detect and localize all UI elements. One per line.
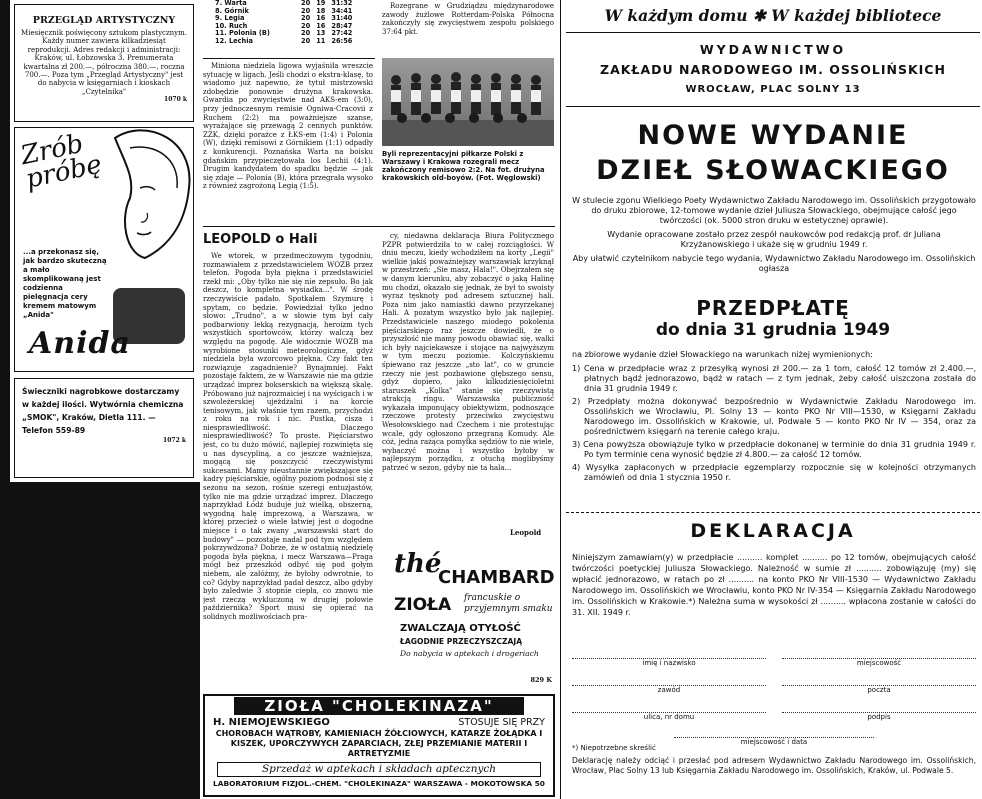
form-field-place[interactable] <box>782 646 976 667</box>
league-cell: 11. Polonia (B) <box>215 29 270 38</box>
ad-przeglad-text: Miesięcznik poświęcony sztukom plastycznym. Każdy numer zawiera kilkadziesiąt reprodukcji. Adres redakcji i administracji: Kraków, ul. Łobzowska 3. Prenumerata kwartalna zł 200.—, półroczna 380.—, roczna 700.—. Poza tym „Przegląd Artystyczny" jest do nabycia w księgarniach i kioskach „Czytelnika" <box>21 29 187 96</box>
league-cell: 31:32 <box>331 0 353 7</box>
form-label-post: poczta <box>867 686 891 694</box>
league-cell: 20 <box>301 36 311 45</box>
leopold-col1-text: We wtorek, w przedmeczowym tygodniu, rozmawiałem z przedstawicielem WOZB przez telefon. Pogoda była piękna i przedstawiciel rzekł mi: „Oby tylko nie się nie zepsuło. Bo jak deszcz, to kompletna wysiadka...". W środę rzeczywiście padało. Spotkałem Szymurę i spytam, co będzie. Powiedział tylko jedno słowo: „Trudno", a w słowie tym był cały podbarwiony lekką rezygnacją, heroizm tych wszystkich sportowców, którzy walczą bez względu na pogodę. Ale widocznie WOZB ma wyrobione stosunki meteorologiczne, gdyż niedziela była wzorcowo piękna. Czy fakt ten rozwiązuje zagadnienie? Bynajmniej. Fakt pozostaje faktem, że w Warszawie nie ma gdzie urządzać imprez bokserskich na większą skalę. Próbowano już najrozmaiciej i na wyścigach i w szwoleżerskiej ujeżdżalni i na korcie tenisowym, jak właśnie tym razem, przychodzi z roku na rok i nic. Pustka, cisza i niesprawiedliwość. Dlaczego niesprawiedliwość? To proste. Pięściarstwo jest, co tu dużo mówić, najlepiej rozwinięta się u nas dyscypliną, a co jeszcze ważniejsza, mogącą się poszczycić rzeczywistymi sukcesami. Mamy nieustannie zwiększające się kadry pięściarskie, ogólny poziom podnosi się z sezonu na sezon, rośnie szeregi entuzjastów, tylko nie ma gdzie urządzać imprez. Dlaczego naprzykład Łódź buduje już wielką, obszerną, wygodną halę imprezową, a Warszawa, w której przecież o wiele łatwiej jest o dogodne miejsce i o tak zwany „warszawski start do budowy" — pozostaje nadal pod tym względem pokrzywdzona? Dobrze, że w ostatnią niedzielę pogoda była piękna, i mecz Warszawa—Praga mógł bez przeszkód odbyć się pod gołym niebem, ale załóżmy, że byłoby odwrotnie, to co? Gdyby naprzykład padał deszcz, albo gdyby było zaledwie 3 stopnie ciepła, co znowu nie jest rzeczą wykluczoną w drugiej połowie października? Sport musi się opierać na solidnych możliwościach pra- <box>203 252 373 621</box>
league-cell: 10. Ruch <box>215 21 248 30</box>
oss-decl-text: Niniejszym zamawiam(y) w przedpłacie .......... komplet .......... po 12 tomów, obejmujących całość twórczości poetyckiej Juliusza Słowackiego. Należność w sumie zł .......... zobowiązuję (my) się wpłacić jednorazowo, w ratach po zł .......... na konto PKO Nr VIII-1530 — Wydawnictwo Zakładu Narodowego im. Ossolińskich we Wrocławiu, konto PKO Nr IV-354 — Księgarnia Zakładu Narodowego im. Ossolińskich w Krakowie.*) Należna suma w wysokości zł .......... wpłacona zostanie w całości do 31. XII. 1949 r. <box>572 553 976 617</box>
oss-point: 1) Cena w przedpłacie wraz z przesyłką wynosi zł 200.— za 1 tom, całość 12 tomów zł 2.400.—, płatnych bądź jednorazowo, bądź w ratach — z tym jednak, żeby całość uiszczona została do dnia 31 grudnia 1949 r. <box>572 364 976 393</box>
ad-cholekinaza <box>203 694 555 797</box>
oss-point: 3) Cena powyższa obowiązuje tylko w przedpłacie dokonanej w terminie do dnia 31 grudnia 1949 r. Po tym terminie cena wynosić będzie zł 4.800.— za całość 12 tomów. <box>572 440 976 459</box>
ad-przeglad-artystyczny <box>14 4 194 122</box>
ad-smok <box>14 378 194 478</box>
team-photo-figures <box>382 58 554 146</box>
oss-point: 4) Wysyłka zapłaconych w przedpłacie egzemplarzy rozpocznie się w kolejności otrzymanych zamówień od dnia 1 stycznia 1950 r. <box>572 463 976 482</box>
leopold-col2-text: cy, niedawna deklaracja Biura Politycznego PZPR potwierdziła to w całej rozciągłości. W dniu meczu, kiedy wchodziłem na korty „Legii" wielkie jakiś powaźniejszy warszawiak krzyknął w przestrzeń: „Sie masz, Hala!". Obejrzałem się w danym kierunku, aby zobaczyć o jaką Halinę mu chodzi, okazało się jednak, że był to swoisty wyraz tęsknoty pod adresem sztucznej hali. Poza nim jako namiastki dawno przyrzekanej Hali. A pozatym wszystko było jak najlepiej. Przedstawiciele naszego miodego pokolenia pięściarskiego raz jeszcze dowiedli, że o przyszłość nie mamy powodu obawiać się, walki ich były najciekawsze i stojące na najwyższym w tym meczu poziomie. Kolczyńskiemu śpiewano raz jeszcze „sto lat", co w gruncie rzeczy nie jest pozbawione głębszego sensu, gdyż dopiero, jako kilkudziesięcioletni staruszek „Kolka" stanie się rzeczywistą atrakcją ringu. Warszawska publiczność wykazała imponujący obiektywizm, podnoszące rzeczowe protesty przeciwko zwycięstwu Wesołowskiego nad Czechem i nie protestując wcale, gdy ogłoszono przegraną Komudy. Ale cóż, jedna rażąca pomyłka sędziów to nie wiele, wybaczyć można i wszystko byłoby w najlepszym porządku, z otuchą moglibyśmy patrzeć w sezon, gdyby nie ta hala... <box>382 232 554 473</box>
oss-deklaracja: DEKLARACJA <box>690 520 856 542</box>
league-cell: 20 <box>301 21 311 30</box>
leopold-column-2 <box>382 232 554 528</box>
league-cell: 31:40 <box>331 14 353 23</box>
ad-cholekinaza-sub1: H. NIEMOJEWSKIEGO <box>213 717 330 728</box>
ad-anida-script: Zrób próbę <box>18 128 105 195</box>
league-cell: 12. Lechia <box>215 36 253 45</box>
column-divider <box>560 0 561 799</box>
article-liga <box>203 62 373 242</box>
photo-caption: Byli reprezentacyjni piłkarze Polski z Warszawy i Krakowa rozegrali mecz zakończony remisowo 2:2. Na fot. drużyna krakowskich old-boyów. (Fot. Węglowski) <box>382 150 545 182</box>
oss-pub1: WYDAWNICTWO <box>699 42 847 57</box>
ad-przeglad-title: PRZEGLĄD ARTYSTYCZNY <box>32 15 176 26</box>
league-cell: 34:41 <box>331 6 353 15</box>
form-field-post[interactable] <box>782 673 976 694</box>
oss-pub2: ZAKŁADU NARODOWEGO IM. OSSOLIŃSKICH <box>600 62 946 77</box>
oss-point: 2) Przedpłaty można dokonywać bezpośrednio w Wydawnictwie Zakładu Narodowego im. Ossolińskich we Wrocławiu, Pl. Solny 13 — konto PKO Nr VIII—1530, w Księgarni Zakładu Narodowego im. Ossolińskich w Krakowie, ul. Podwale 5 — konto PKO Nr IV — 354, oraz za pośrednictwem księgarń na terenie całego kraju. <box>572 397 976 436</box>
form-row-1 <box>572 646 976 667</box>
ad-przeglad-code: 1070 k <box>164 96 187 104</box>
form-row-2 <box>572 673 976 694</box>
league-cell: 18 <box>316 6 326 15</box>
oss-tagline: W każdym domu ✱ W każdej bibliotece <box>604 6 942 25</box>
rule-top-middle <box>203 58 375 59</box>
bottom-dark-margin <box>0 482 200 799</box>
form-field-sign[interactable] <box>782 700 976 721</box>
league-cell: 9. Legia <box>215 14 245 23</box>
form-label-job: zawód <box>657 686 681 694</box>
leopold-column-1 <box>203 252 373 694</box>
league-cell: 26:56 <box>331 36 353 45</box>
league-cell: 11 <box>316 36 326 45</box>
oss-final: Deklarację należy odciąć i przesłać pod adresem Wydawnictwo Zakładu Narodowego im. Ossolińskich, Wrocław, Plac Solny 13 lub Księgarnia Zakładu Narodowego im. Ossolińskich, Kraków, ul. Podwale 5. <box>572 756 976 775</box>
league-row <box>212 38 355 46</box>
league-cell: 8. Górnik <box>215 6 249 15</box>
form-field-name[interactable] <box>572 646 766 667</box>
league-cell: 28:47 <box>331 21 353 30</box>
league-cell: 16 <box>316 14 326 23</box>
oss-footnote: *) Niepotrzebne skreślić <box>572 744 656 752</box>
article-liga-text: Miniona niedziela ligowa wyjaśniła wreszcie sytuację w ligach. Jeśli chodzi o ekstra-klasę, to wiadomo już napewno, że tytuł mistrzowski zdobędzie ponownie drużyna krakowska. Gwardia po zwycięstwie nad AKS-em (3:0), przy jednoczesnym remisie Ogniwa-Cracovii z Ruchem (2:2) ma poważniejsze szanse, wyrażające się przewagą 2 cennych punktów. ZZK, dzięki porażce z ŁKS-em (1:4) i Polonia (W), dzięki remisowi z Górnikiem (1:1) odpadły z konkurencji. Poznańska Warta na boisku gdańskim przypieczętowała los Lechii (4:1). Drugim kandydatem do spadku będzie — jak się zdaje — Polonia (B), która przegrała wysoko z również zagrożoną Legią (1:5). <box>203 62 373 191</box>
oss-rule-3 <box>566 512 980 513</box>
league-cell: 27:42 <box>331 29 353 38</box>
form-row-3 <box>572 700 976 721</box>
ad-anida-text: ...a przekonasz się, jak bardzo skuteczną a mało skomplikowaną jest codzienna pielęgnacja cery kremem matowym „Anida" <box>23 248 107 319</box>
form-label-date: miejscowość i data <box>740 738 808 746</box>
oss-headline-1: NOWE WYDANIE <box>637 120 909 151</box>
ad-chambard-ziola: ZIOŁA <box>394 595 452 615</box>
article-grudziadz-text: Rozegrane w Grudziądzu międzynarodowe zawody żużlowe Rotterdam-Polska Północna zakończyły się zwycięstwem zespołu polskiego 37:64 pkt. <box>382 2 554 36</box>
oss-intro-p1: W stulecie zgonu Wielkiego Poety Wydawnictwo Zakładu Narodowego im. Ossolińskich przygotowało do druku zbiorowe, 12-tomowe wydanie dzieł Juliusza Słowackiego, obejmujące całość jego twórczości (ok. 5000 stron druku w estetycznej oprawie). <box>572 196 976 225</box>
oss-conditions <box>572 350 976 486</box>
ad-chambard-code: 829 K <box>530 676 552 684</box>
ad-cholekinaza-body: CHOROBACH WĄTROBY, KAMIENIACH ŻÓŁCIOWYCH, KATARZE ŻOŁĄDKA I KISZEK, UPORCZYWYCH ZAPARCIACH, ZŁEJ PRZEMIANIE MATERII I ARTRETYZMIE <box>215 729 543 758</box>
oss-przedplate: PRZEDPŁATĘ <box>696 296 850 320</box>
oss-conditions-lead: na zbiorowe wydanie dzieł Słowackiego na warunkach niżej wymienionych: <box>572 350 873 359</box>
ad-anida <box>14 127 194 372</box>
oss-rule-2 <box>566 106 980 107</box>
oss-do-dnia: do dnia 31 grudnia 1949 <box>655 320 891 340</box>
ad-chambard-line3: Do nabycia w aptekach i drogeriach <box>400 649 539 658</box>
leopold-title: LEOPOLD o Hali <box>203 232 318 247</box>
league-cell: 20 <box>301 6 311 15</box>
ad-cholekinaza-footer: LABORATORIUM FIZJOL.-CHEM. "CHOLEKINAZA" WARSZAWA - MOKOTOWSKA 50 <box>213 779 545 788</box>
team-photo <box>382 58 554 146</box>
form-label-street: ulica, nr domu <box>643 713 695 721</box>
form-field-date[interactable] <box>674 725 874 746</box>
ad-cholekinaza-title: ZIOŁA "CHOLEKINAZA" <box>234 697 524 715</box>
ad-chambard <box>382 545 554 690</box>
league-cell: 7. Warta <box>215 0 247 7</box>
oss-form <box>572 646 976 746</box>
form-field-job[interactable] <box>572 673 766 694</box>
oss-intro-p3: Aby ułatwić czytelnikom nabycie tego wydania, Wydawnictwo Zakładu Narodowego im. Ossolińskich ogłasza <box>572 254 976 273</box>
ad-chambard-line2: ŁAGODNIE PRZECZYSZCZAJĄ <box>400 637 523 646</box>
oss-intro-p2: Wydanie opracowane zostało przez zespół naukowców pod redakcją prof. dr Juliana Krzyżanowskiego i ukaże się w grudniu 1949 r. <box>607 230 941 249</box>
ad-cholekinaza-subline <box>205 717 553 728</box>
league-cell: 19 <box>316 0 326 7</box>
ad-smok-code: 1072 k <box>163 437 186 444</box>
leopold-signature: Leopold <box>510 528 542 537</box>
oss-points-list <box>572 364 976 483</box>
league-cell: 20 <box>301 29 311 38</box>
form-label-sign: podpis <box>867 713 891 721</box>
ad-anida-brand: Anida <box>29 326 131 361</box>
rule-mid <box>203 226 555 227</box>
ad-chambard-the: thé <box>394 549 442 579</box>
ad-cholekinaza-sub2: STOSUJE SIĘ PRZY <box>458 717 545 728</box>
ad-chambard-script: francuskie o przyjemnym smaku <box>464 593 553 614</box>
ad-cholekinaza-sale: Sprzedaż w aptekach i składach aptecznych <box>217 762 541 777</box>
oss-rule-1 <box>566 32 980 33</box>
league-cell: 16 <box>316 21 326 30</box>
oss-intro <box>572 196 976 278</box>
league-cell: 20 <box>301 14 311 23</box>
league-cell: 20 <box>301 0 311 7</box>
article-grudziadz <box>382 2 554 42</box>
form-label-place: miejscowość <box>856 659 902 667</box>
ad-smok-text: Świeczniki nagrobkowe dostarczamy w każdej ilości. Wytwórnia chemiczna „SMOK", Kraków, Dietla 111. — Telefon 559-89 <box>22 387 184 435</box>
form-field-street[interactable] <box>572 700 766 721</box>
oss-pub3: WROCŁAW, PLAC SOLNY 13 <box>685 84 861 95</box>
league-table <box>212 0 374 46</box>
oss-headline-2: DZIEŁ SŁOWACKIEGO <box>596 155 950 186</box>
league-cell: 13 <box>316 29 326 38</box>
ad-chambard-line1: ZWALCZAJĄ OTYŁOŚĆ <box>400 623 521 634</box>
ad-chambard-brand: CHAMBARD <box>438 567 555 588</box>
form-label-name: imię i nazwisko <box>642 659 696 667</box>
